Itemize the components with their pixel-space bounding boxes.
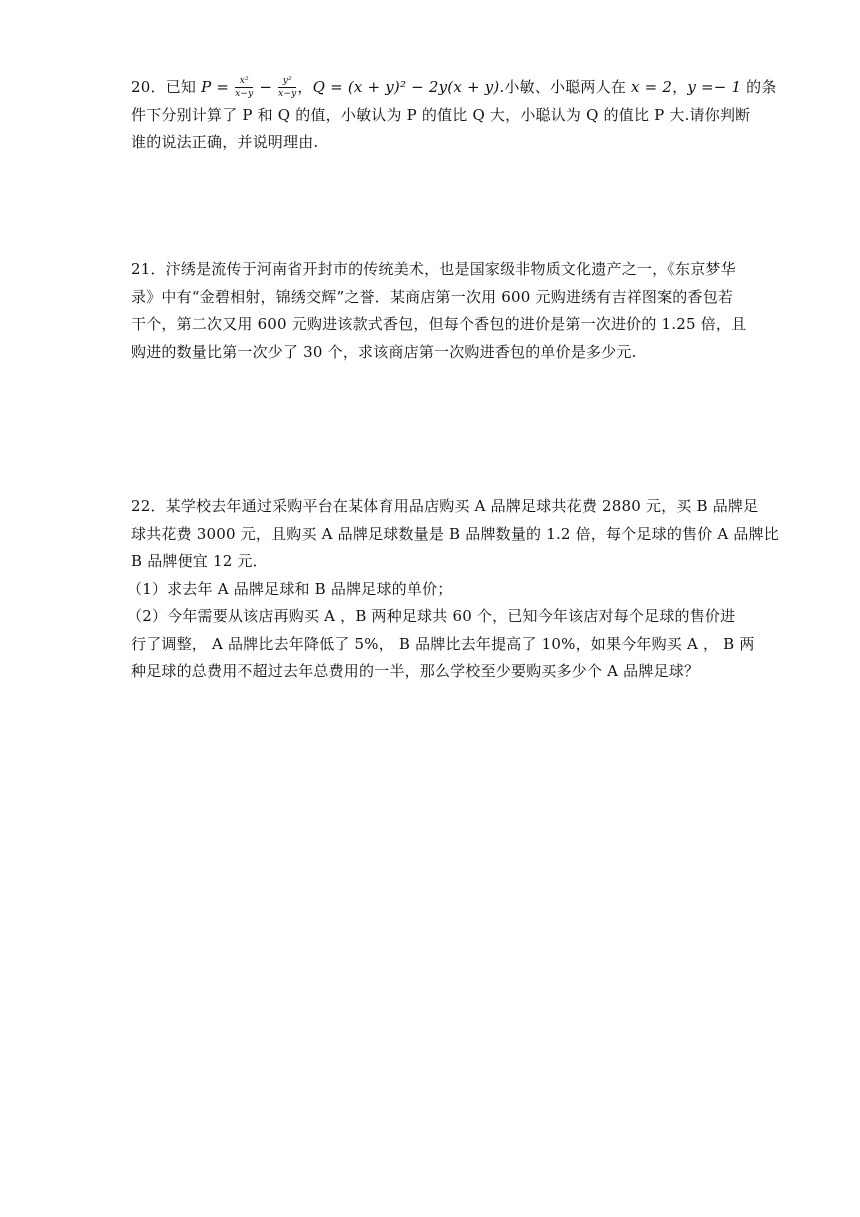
problem-20-line-1 [131, 74, 777, 102]
problem-22 [127, 493, 780, 686]
problem-21-line-2: 录》中有“金碧相射，锦绣交辉”之誉．某商店第一次用 600 元购进绣有吉祥图案的香包若 [131, 287, 734, 306]
fraction [278, 76, 296, 99]
fraction-numerator: x² [235, 76, 253, 88]
math-expression: x = 2 [631, 78, 673, 96]
math-op: − [254, 78, 278, 96]
problem-text: .小敏、小聪两人在 [499, 78, 631, 96]
problem-22-subquestion-2-line-1: （2）今年需要从该店再购买 A ，B 两种足球共 60 个，已知今年该店对每个足球的售价进 [127, 607, 736, 625]
fraction-denominator: x−y [235, 88, 254, 99]
fraction-numerator: y² [278, 76, 296, 88]
punctuation: ， [297, 78, 313, 96]
fraction-denominator: x−y [278, 88, 297, 99]
problem-21-line-3: 干个，第二次又用 600 元购进该款式香包，但每个香包的进价是第一次进价的 1.25 倍，且 [131, 315, 747, 333]
math-expression: Q = (x + y)² − 2y(x + y) [312, 78, 500, 96]
problem-text: 已知 [165, 78, 202, 96]
problem-22-subquestion-1: （1）求去年 A 品牌足球和 B 品牌足球的单价； [127, 579, 453, 598]
problem-22-line-3: B 品牌便宜 12 元． [131, 552, 268, 570]
problem-text: 的条 [741, 78, 777, 96]
problem-22-line-1: 22．某学校去年通过采购平台在某体育用品店购买 A 品牌足球共花费 2880 元，买 B 品牌足 [131, 497, 759, 515]
problem-21-line-1: 21．汴绣是流传于河南省开封市的传统美术，也是国家级非物质文化遗产之一，《东京梦华 [131, 260, 736, 278]
problem-20-line-3: 谁的说法正确，并说明理由. [131, 133, 319, 151]
problem-number: 20． [131, 78, 166, 96]
problem-20-line-2: 件下分别计算了 P 和 Q 的值，小敏认为 P 的值比 Q 大，小聪认为 Q 的值比 P 大.请你判断 [131, 105, 751, 124]
problem-21 [131, 256, 747, 366]
problem-21-line-4: 购进的数量比第一次少了 30 个，求该商店第一次购进香包的单价是多少元. [131, 342, 637, 361]
problem-20 [131, 74, 777, 157]
punctuation: ， [672, 78, 688, 96]
fraction [235, 76, 253, 99]
math-var: P [201, 78, 212, 96]
math-op: = [211, 78, 235, 96]
problem-22-subquestion-2-line-3: 种足球的总费用不超过去年总费用的一半，那么学校至少要购买多少个 A 品牌足球？ [131, 662, 700, 680]
problem-22-subquestion-2-line-2: 行了调整， A 品牌比去年降低了 5%， B 品牌比去年提高了 10%，如果今年购买 A ， B 两 [131, 634, 755, 653]
math-expression: y =− 1 [687, 78, 742, 96]
problem-22-line-2: 球共花费 3000 元，且购买 A 品牌足球数量是 B 品牌数量的 1.2 倍，每个足球的售价 A 品牌比 [131, 524, 780, 543]
